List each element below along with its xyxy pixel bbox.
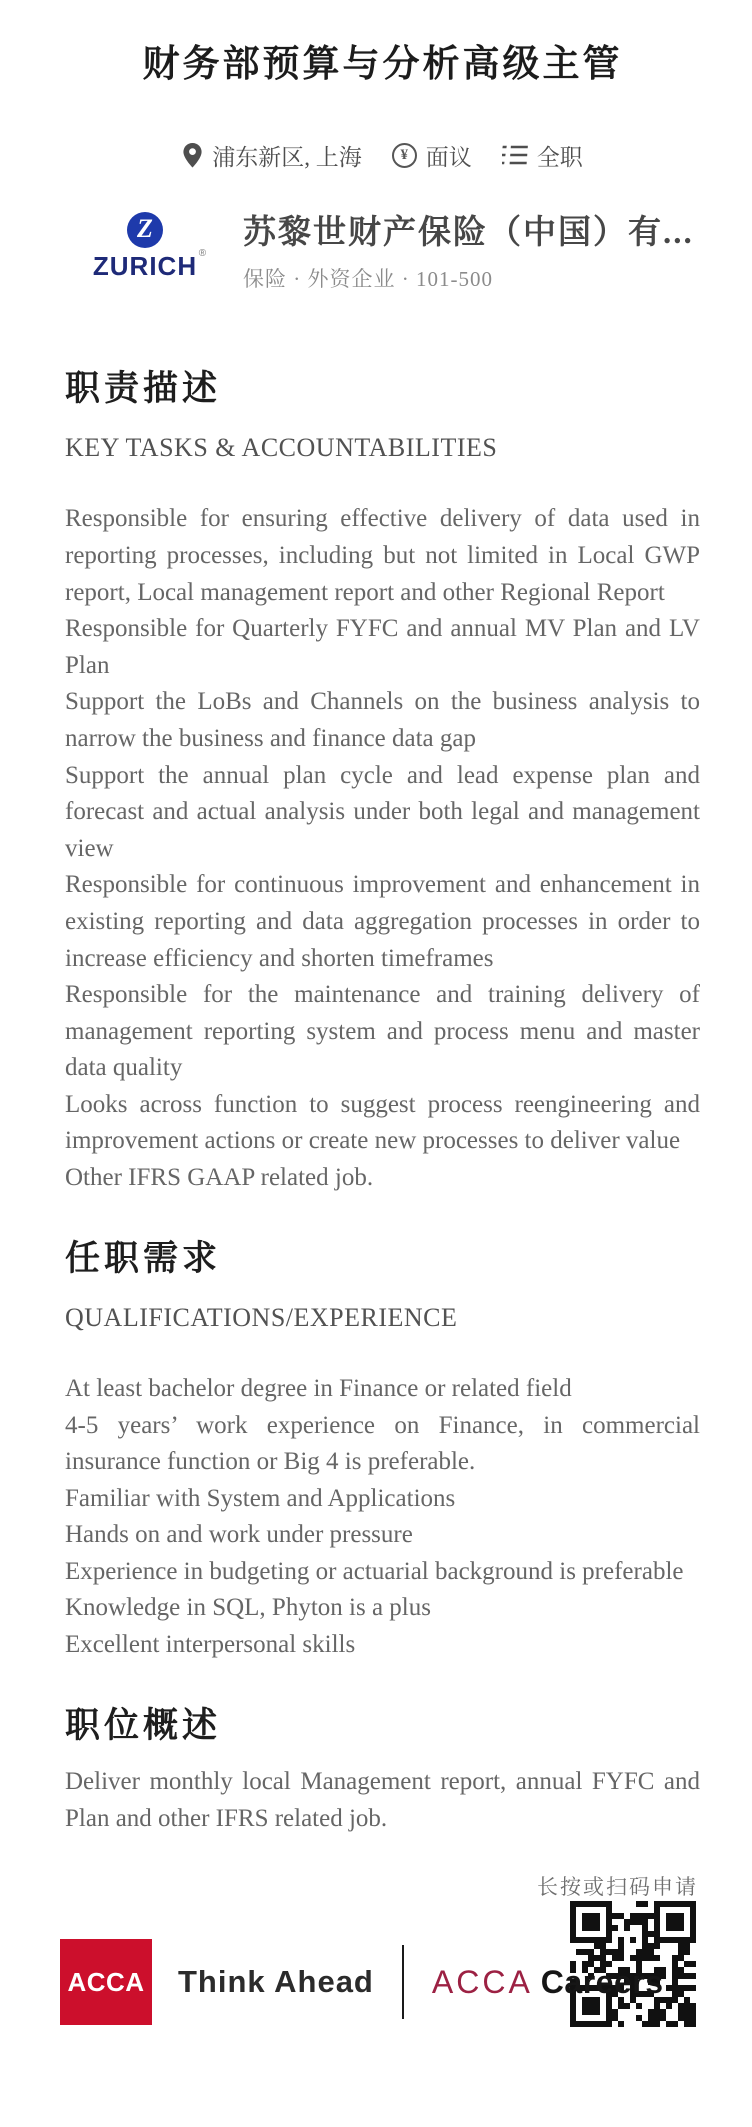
body-paragraph: Responsible for ensuring effective delivery of data used in reporting processes, including but not limited in Local GWP report, Local management report and other Regional Report <box>65 505 700 606</box>
section-body <box>65 1764 700 1837</box>
acca-tagline: Think Ahead <box>178 1964 374 2000</box>
section-body <box>65 501 700 1196</box>
salary-yen-icon: ¥ <box>392 143 417 168</box>
body-paragraph: Experience in budgeting or actuarial background is preferable <box>65 1557 684 1585</box>
brand-divider <box>402 1945 404 2019</box>
company-tags: 保险 · 外资企业 · 101-500 <box>243 267 493 292</box>
body-paragraph: Hands on and work under pressure <box>65 1521 413 1549</box>
body-paragraph: Support the annual plan cycle and lead expense plan and forecast and actual analysis under both legal and management view <box>65 761 700 862</box>
apply-hint-label: 长按或扫码申请 <box>537 1875 698 1900</box>
registered-mark: ® <box>198 247 208 259</box>
body-paragraph: Deliver monthly local Management report, annual FYFC and Plan and other IFRS related job. <box>65 1767 700 1832</box>
body-paragraph: Knowledge in SQL, Phyton is a plus <box>65 1594 431 1622</box>
company-name: 苏黎世财产保险（中国）有... <box>243 214 694 251</box>
zurich-z-icon: Z <box>127 212 163 248</box>
acca-brand-row <box>60 1939 663 2025</box>
acca-logo: ACCA <box>60 1939 152 2025</box>
body-paragraph: Familiar with System and Applications <box>65 1484 456 1512</box>
zurich-logo <box>89 212 208 281</box>
section-subheading: QUALIFICATIONS/EXPERIENCE <box>65 1302 458 1332</box>
body-paragraph: At least bachelor degree in Finance or related field <box>65 1374 572 1402</box>
job-type-label: 全职 <box>536 144 583 170</box>
job-meta-row <box>65 139 700 172</box>
body-paragraph: Responsible for the maintenance and training delivery of management reporting system and process menu and master data quality <box>65 981 700 1082</box>
job-location-label: 浦东新区, 上海 <box>212 144 362 170</box>
body-paragraph: Looks across function to suggest process reengineering and improvement actions or create new processes to deliver value <box>65 1090 700 1155</box>
section-subheading: KEY TASKS & ACCOUNTABILITIES <box>65 433 498 463</box>
section-heading: 职责描述 <box>65 369 222 409</box>
job-type-list-icon <box>502 144 528 166</box>
body-paragraph: Responsible for continuous improvement and enhancement in existing reporting and data aggregation processes in order to increase efficiency and shorten timeframes <box>65 871 700 972</box>
job-detail-sections <box>65 369 700 1837</box>
body-paragraph: Excellent interpersonal skills <box>65 1631 356 1659</box>
company-card[interactable] <box>65 212 700 294</box>
section-heading: 职位概述 <box>65 1705 222 1745</box>
body-paragraph: Responsible for Quarterly FYFC and annual MV Plan and LV Plan <box>65 615 700 679</box>
job-section-3 <box>65 1706 700 1837</box>
acca-careers-wordmark: ACCA Careers <box>431 1963 664 2000</box>
section-body <box>65 1371 700 1664</box>
job-salary-label: 面议 <box>425 144 472 170</box>
job-section-2 <box>65 1239 700 1664</box>
page-title: 财务部预算与分析高级主管 <box>142 44 623 85</box>
location-pin-icon <box>182 142 203 169</box>
job-location <box>182 139 362 172</box>
job-salary <box>392 139 472 172</box>
job-type <box>502 139 583 172</box>
job-section-1 <box>65 369 700 1197</box>
company-info <box>243 212 694 294</box>
zurich-wordmark: ZURICH ® <box>92 247 208 281</box>
body-paragraph: Support the LoBs and Channels on the business analysis to narrow the business and finance data gap <box>65 688 700 752</box>
section-heading: 任职需求 <box>65 1238 222 1278</box>
body-paragraph: Other IFRS GAAP related job. <box>65 1164 374 1192</box>
body-paragraph: 4-5 years’ work experience on Finance, in commercial insurance function or Big 4 is preferable. <box>65 1411 700 1476</box>
footer <box>65 1871 700 2087</box>
